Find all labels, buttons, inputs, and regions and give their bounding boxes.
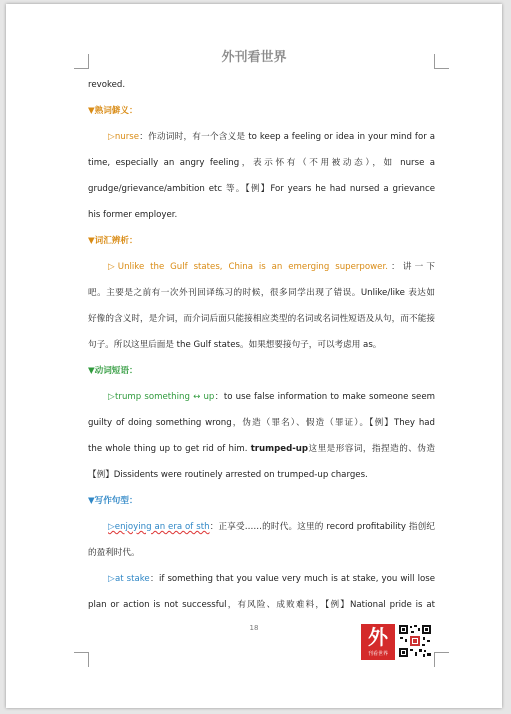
body-line — [88, 384, 435, 410]
document-page — [6, 4, 502, 708]
body-line: grudge/grievance/ambition etc 等。【例】For years he had nursed a grievance — [88, 184, 435, 194]
section-heading-vocabulary: ▼词汇辨析： — [88, 236, 138, 246]
brand-logo — [361, 624, 395, 660]
body-text: the whole thing up to get rid of him. — [88, 444, 248, 454]
section-heading-writing-patterns: ▼写作句型： — [88, 496, 138, 506]
body-line — [88, 514, 435, 540]
crop-mark-bottom-right — [434, 652, 449, 667]
body-line: revoked. — [88, 80, 126, 90]
section-heading-phrasal-verbs: ▼动词短语： — [88, 366, 138, 376]
body-line: his former employer. — [88, 210, 178, 220]
term-unlike-sentence: ▷Unlike the Gulf states, China is an emerging superpower. — [108, 262, 388, 272]
body-text: ：作动词时，有一个含义是 to keep a feeling or idea in your mind for a — [139, 132, 435, 142]
term-nurse: ▷nurse — [108, 132, 140, 142]
body-text: ：if something that you value very much is at stake, you will lose — [149, 574, 435, 584]
page-header-title: 外刊看世界 — [221, 50, 287, 65]
qr-code-icon — [398, 624, 432, 658]
body-line: plan or action is not successful，有风险、成败难料，【例】National pride is at — [88, 600, 435, 610]
body-line: 的盈利时代。 — [88, 548, 140, 558]
page-number: 18 — [249, 624, 259, 632]
body-line — [88, 436, 435, 462]
section-heading-familiar-words: ▼熟词僻义： — [88, 106, 138, 116]
body-text: ：讲一下 — [387, 262, 435, 272]
logo-character: 外 — [368, 625, 388, 649]
body-text: 这里是形容词，指捏造的、伪造 — [308, 444, 435, 454]
body-line: 句子。所以这里后面是 the Gulf states。如果想要接句子，可以考虑用 as。 — [88, 340, 382, 350]
article-body — [88, 72, 435, 618]
term-trump-up: ▷trump something ↔ up — [108, 392, 215, 402]
body-line — [88, 566, 435, 592]
body-line: 吧。主要是之前有一次外刊回译练习的时候，很多同学出现了错误。Unlike/like 表达如 — [88, 288, 435, 298]
body-text: ：正享受……的时代。这里的 record profitability 指创纪 — [209, 522, 435, 532]
body-line: 好像的含义时，是介词，而介词后面只能接相应类型的名词或名词性短语及从句，而不能接 — [88, 314, 435, 324]
body-line: 【例】Dissidents were routinely arrested on trumped-up charges. — [88, 470, 368, 480]
body-line: guilty of doing something wrong，伪造（罪名）、假造（罪证）。【例】They had — [88, 418, 435, 428]
crop-mark-bottom-left — [74, 652, 89, 667]
term-trumped-up: trumped-up — [250, 444, 309, 454]
body-text: ：to use false information to make someone seem — [214, 392, 435, 402]
body-line — [88, 124, 435, 150]
body-line: time, especially an angry feeling，表示怀有（不用被动态），如 nurse a — [88, 158, 435, 168]
logo-subtitle: 刊看世界 — [367, 651, 388, 657]
body-line — [88, 254, 435, 280]
term-at-stake: ▷at stake — [108, 574, 150, 584]
term-enjoying-an-era: ▷enjoying an era of sth — [108, 522, 210, 532]
